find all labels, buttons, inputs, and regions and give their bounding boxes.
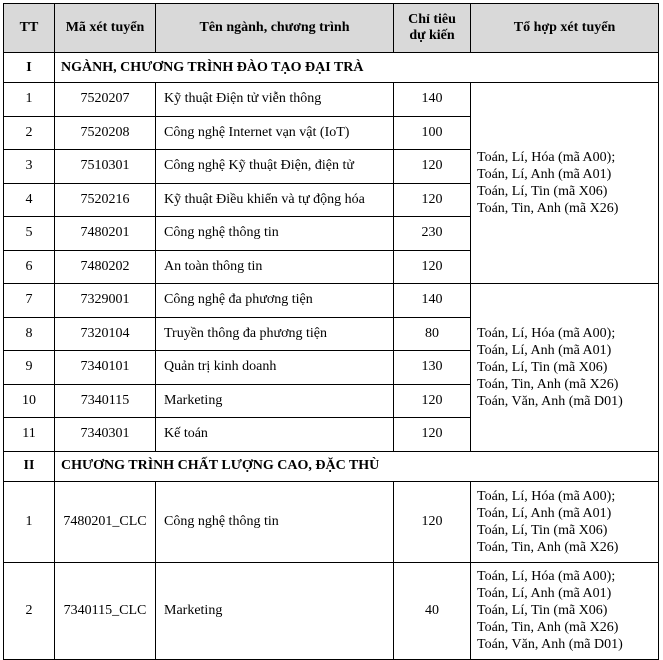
combo-line: Toán, Lí, Anh (mã A01) [477, 505, 612, 521]
cell-name: Kế toán [156, 418, 394, 452]
table-row [4, 481, 659, 562]
cell-quota: 120 [394, 384, 471, 418]
cell-code: 7520216 [55, 183, 156, 217]
combo-line: Toán, Tin, Anh (mã X26) [477, 620, 619, 635]
cell-name: Kỹ thuật Điều khiển và tự động hóa [156, 183, 394, 217]
admission-table [3, 3, 659, 660]
combo-line: Toán, Lí, Hóa (mã A00); [477, 569, 616, 584]
cell-code: 7340115_CLC [55, 562, 156, 659]
cell-quota: 140 [394, 83, 471, 117]
section-row-1 [4, 53, 659, 83]
cell-quota: 120 [394, 250, 471, 284]
cell-tt: 6 [4, 250, 55, 284]
cell-code: 7329001 [55, 284, 156, 318]
cell-name: Truyền thông đa phương tiện [156, 317, 394, 351]
combo-line: Toán, Lí, Tin (mã X06) [477, 184, 608, 199]
cell-code: 7480201 [55, 217, 156, 251]
cell-quota: 100 [394, 116, 471, 150]
cell-tt: 7 [4, 284, 55, 318]
combo-line: Toán, Lí, Anh (mã A01) [477, 342, 612, 358]
cell-name: Marketing [156, 384, 394, 418]
cell-code: 7480201_CLC [55, 481, 156, 562]
combo-line: Toán, Tin, Anh (mã X26) [477, 201, 619, 216]
cell-code: 7520207 [55, 83, 156, 117]
cell-code: 7320104 [55, 317, 156, 351]
combo-line: Toán, Lí, Anh (mã A01) [477, 167, 612, 182]
combo-line: Toán, Lí, Tin (mã X06) [477, 603, 608, 618]
cell-name: Công nghệ thông tin [156, 481, 394, 562]
table-row [4, 284, 659, 318]
cell-tt: 11 [4, 418, 55, 452]
cell-code: 7340115 [55, 384, 156, 418]
header-major: Tên ngành, chương trình [156, 4, 394, 53]
cell-quota: 40 [394, 562, 471, 659]
cell-quota: 120 [394, 481, 471, 562]
cell-name: An toàn thông tin [156, 250, 394, 284]
cell-name: Kỹ thuật Điện tử viễn thông [156, 83, 394, 117]
cell-code: 7510301 [55, 150, 156, 184]
table-row [4, 83, 659, 117]
cell-combo [471, 562, 659, 659]
cell-code: 7520208 [55, 116, 156, 150]
section-title: CHƯƠNG TRÌNH CHẤT LƯỢNG CAO, ĐẶC THÙ [55, 451, 659, 481]
section-number: II [4, 451, 55, 481]
cell-tt: 8 [4, 317, 55, 351]
cell-tt: 2 [4, 562, 55, 659]
combo-line: Toán, Tin, Anh (mã X26) [477, 539, 619, 555]
cell-tt: 2 [4, 116, 55, 150]
header-combo: Tổ hợp xét tuyển [471, 4, 659, 53]
cell-code: 7340301 [55, 418, 156, 452]
cell-tt: 4 [4, 183, 55, 217]
cell-name: Công nghệ đa phương tiện [156, 284, 394, 318]
header-code: Mã xét tuyển [55, 4, 156, 53]
cell-quota: 80 [394, 317, 471, 351]
combo-line: Toán, Lí, Tin (mã X06) [477, 359, 608, 375]
cell-name: Công nghệ Internet vạn vật (IoT) [156, 116, 394, 150]
cell-code: 7340101 [55, 351, 156, 385]
combo-line: Toán, Lí, Hóa (mã A00); [477, 488, 616, 504]
cell-combo [471, 481, 659, 562]
cell-name: Công nghệ Kỹ thuật Điện, điện tử [156, 150, 394, 184]
header-tt: TT [4, 4, 55, 53]
cell-quota: 120 [394, 183, 471, 217]
cell-tt: 3 [4, 150, 55, 184]
header-row [4, 4, 659, 53]
cell-quota: 130 [394, 351, 471, 385]
cell-combo-group-b [471, 284, 659, 452]
cell-name: Marketing [156, 562, 394, 659]
combo-line: Toán, Lí, Hóa (mã A00); [477, 150, 616, 165]
combo-line: Toán, Văn, Anh (mã D01) [477, 637, 623, 652]
cell-quota: 140 [394, 284, 471, 318]
combo-line: Toán, Lí, Tin (mã X06) [477, 522, 608, 538]
cell-tt: 9 [4, 351, 55, 385]
cell-quota: 120 [394, 418, 471, 452]
header-quota [394, 4, 471, 53]
combo-line: Toán, Lí, Hóa (mã A00); [477, 325, 616, 341]
cell-tt: 5 [4, 217, 55, 251]
combo-line: Toán, Tin, Anh (mã X26) [477, 376, 619, 392]
cell-code: 7480202 [55, 250, 156, 284]
header-quota-line2: dự kiến [409, 28, 455, 43]
cell-tt: 10 [4, 384, 55, 418]
cell-combo-group-a [471, 83, 659, 284]
section-row-2 [4, 451, 659, 481]
combo-line: Toán, Lí, Anh (mã A01) [477, 586, 612, 601]
cell-name: Công nghệ thông tin [156, 217, 394, 251]
section-title: NGÀNH, CHƯƠNG TRÌNH ĐÀO TẠO ĐẠI TRÀ [55, 53, 659, 83]
cell-name: Quản trị kinh doanh [156, 351, 394, 385]
cell-quota: 120 [394, 150, 471, 184]
cell-tt: 1 [4, 83, 55, 117]
combo-line: Toán, Văn, Anh (mã D01) [477, 393, 623, 409]
cell-quota: 230 [394, 217, 471, 251]
table-row [4, 562, 659, 659]
section-number: I [4, 53, 55, 83]
header-quota-line1: Chỉ tiêu [408, 12, 456, 27]
cell-tt: 1 [4, 481, 55, 562]
